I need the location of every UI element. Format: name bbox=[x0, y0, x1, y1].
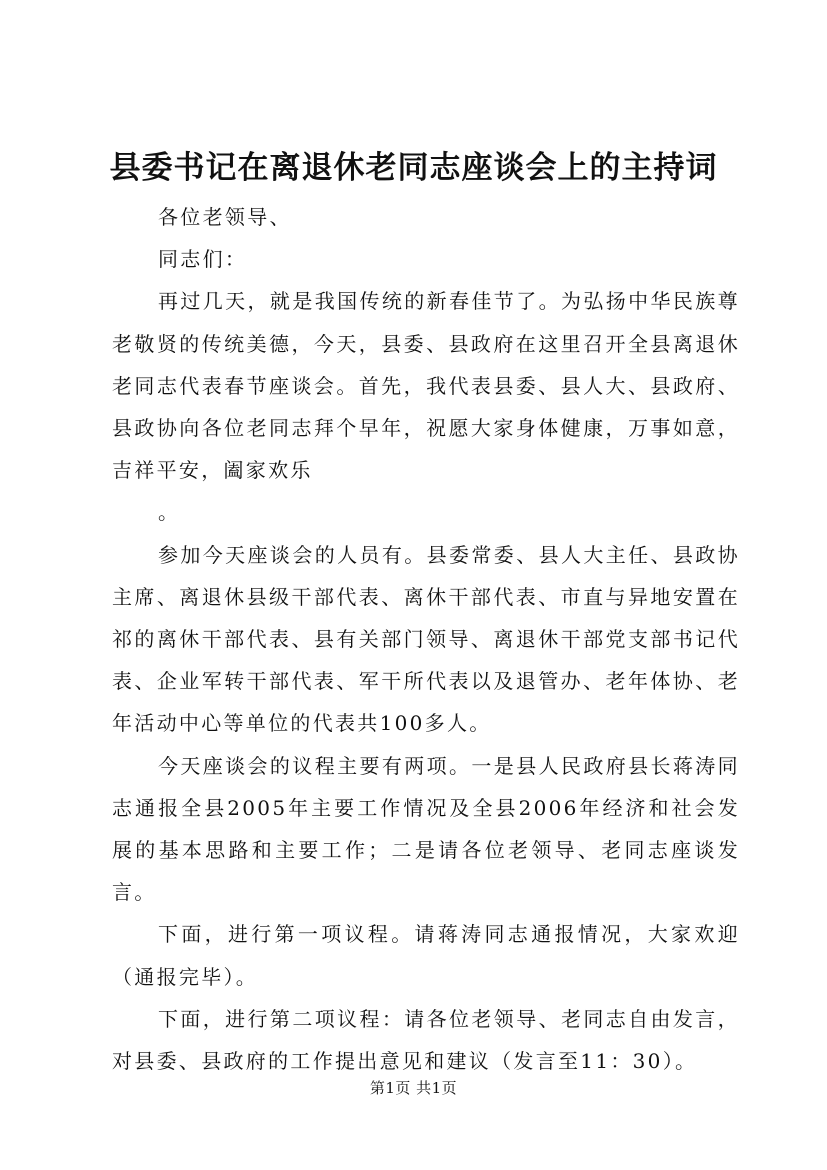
page-footer: 第1页 共1页 bbox=[369, 1079, 458, 1097]
paragraph-period: 。 bbox=[158, 500, 181, 525]
paragraph-greeting: 再过几天，就是我国传统的新春佳节了。为弘扬中华民族尊老敬贤的传统美德，今天，县委、县政府在这里召开全县离退休老同志代表春节座谈会。首先，我代表县委、县人大、县政府、县政协向各位老同志拜个早年，祝愿大家身体健康，万事如意，吉祥平安，阖家欢乐 bbox=[112, 289, 740, 483]
document-body bbox=[112, 196, 740, 1082]
paragraph-agenda-item-2: 下面，进行第二项议程：请各位老领导、老同志自由发言，对县委、县政府的工作提出意见和建议（发言至11：30）。 bbox=[112, 1006, 740, 1074]
paragraph-agenda: 今天座谈会的议程主要有两项。一是县人民政府县长蒋涛同志通报全县2005年主要工作情况及全县2006年经济和社会发展的基本思路和主要工作；二是请各位老领导、老同志座谈发言。 bbox=[112, 753, 740, 905]
paragraph-salutation-1: 各位老领导、 bbox=[158, 205, 292, 229]
document-title: 县委书记在离退休老同志座谈会上的主持词 bbox=[109, 150, 718, 186]
paragraph-agenda-item-1: 下面，进行第一项议程。请蒋涛同志通报情况，大家欢迎（通报完毕）。 bbox=[112, 922, 740, 989]
paragraph-attendees: 参加今天座谈会的人员有。县委常委、县人大主任、县政协主席、离退休县级干部代表、离休干部代表、市直与异地安置在祁的离休干部代表、县有关部门领导、离退休干部党支部书记代表、企业军转干部代表、军干所代表以及退管办、老年体协、老年活动中心等单位的代表共100多人。 bbox=[112, 542, 740, 736]
paragraph-salutation-2: 同志们： bbox=[158, 247, 248, 272]
